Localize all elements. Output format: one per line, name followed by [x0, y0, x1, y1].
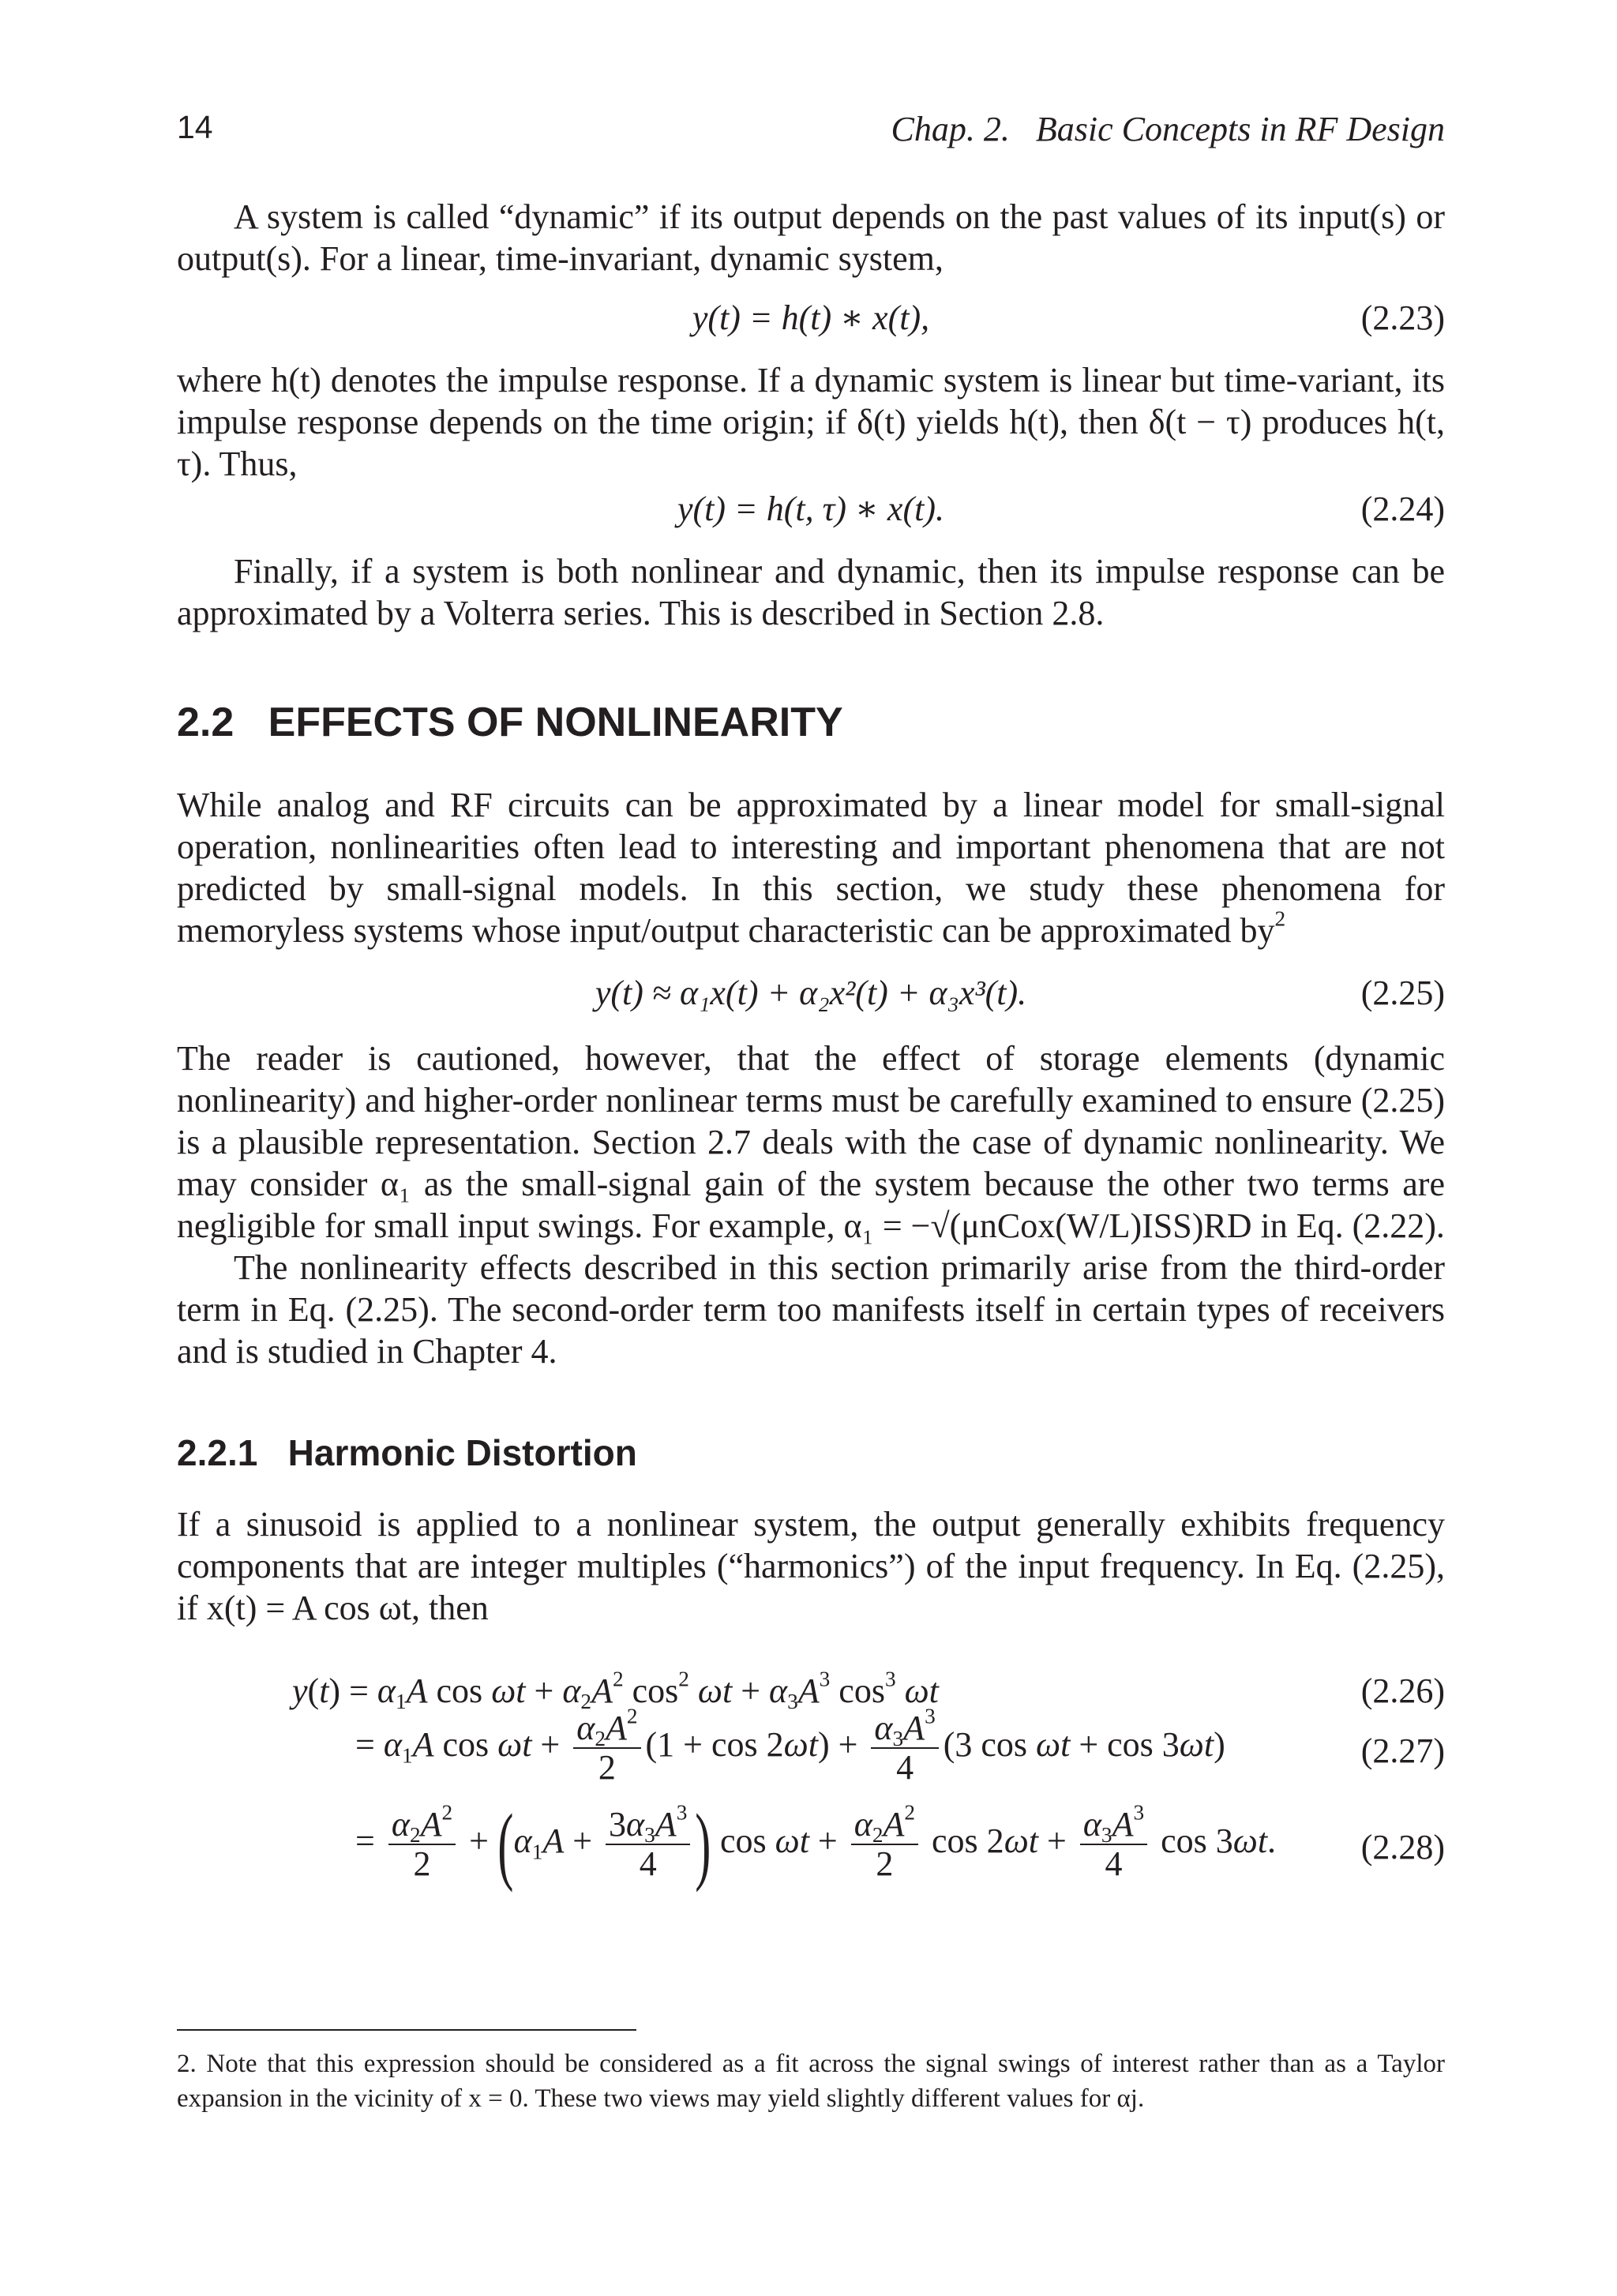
section-title: EFFECTS OF NONLINEARITY	[268, 700, 843, 745]
left-paren: (	[497, 1796, 514, 1893]
page-header	[177, 109, 1445, 156]
equation-expression: y(t) = h(t) ∗ x(t),	[692, 298, 930, 337]
paragraph-impulse-response: where h(t) denotes the impulse response. If a dynamic system is linear but time-variant, its impulse response depends on the time origin; if δ(t) yields h(t), then δ(t − τ) produces h(t, τ). Thus,	[177, 361, 1445, 483]
equation-expression: y(t) = h(t, τ) ∗ x(t).	[677, 490, 944, 528]
equation-expression: $y(t) = \alpha_1A$ $\cos \omega t + \alpha_2A^2$ $\cos^2 \omega t + \alpha_3A^3$ $\cos^3 \omega t$	[292, 1667, 939, 1714]
fraction: $\frac{\alpha_2A^2}{2}$	[573, 1709, 640, 1787]
equation-number: (2.28)	[1360, 1828, 1445, 1866]
equation-number: (2.26)	[1360, 1671, 1445, 1710]
page-body	[177, 196, 1445, 1918]
fraction: $\frac{\alpha_3A^3}{4}$	[1080, 1806, 1147, 1883]
paragraph-caution: The reader is cautioned, however, that the effect of storage elements (dynamic nonlinearity) and higher-order nonlinear terms must be carefully examined to ensure (2.25) is a plausible representation. Section 2.7 deals with the case of dynamic nonlinearity. We may consider α₁ as the small-signal gain of the system because the other two terms are negligible for small input swings. For example, α₁ = −√(μnCox(W/L)ISS)RD in Eq. (2.22).	[177, 1039, 1445, 1245]
page-number: 14	[177, 109, 213, 145]
equation-expression: = $\frac{\alpha_2A^2}{2}$ + ($\alpha_1A$ + $\frac{3\alpha_3A^3}{4}$ ) cos ωt + $\frac{\alpha_2A^2}{2}$ cos 2ωt + $\frac{\alpha_3A^3}{4}$ cos 3ωt.	[355, 1796, 1277, 1893]
fraction: $\frac{\alpha_2A^2}{2}$	[388, 1806, 456, 1883]
equation-2-24	[177, 488, 1445, 530]
paragraph-text: While analog and RF circuits can be approximated by a linear model for small-signal operation, nonlinearities often lead to interesting and important phenomena that are not predicted by small-signal models. In this section, we study these phenomena for memoryless systems whose input/output characteristic can be approximated by	[177, 786, 1445, 950]
subsection-heading	[177, 1431, 1445, 1475]
equation-number: (2.25)	[1360, 974, 1445, 1012]
subsection-title: Harmonic Distortion	[287, 1432, 637, 1473]
section-heading	[177, 699, 1445, 746]
footnote-mark: 2	[1274, 906, 1286, 931]
fraction: $\frac{3\alpha_3A^3}{4}$	[606, 1806, 690, 1883]
footnote-rule	[177, 2029, 636, 2031]
running-head: Chap. 2. Basic Concepts in RF Design	[891, 110, 1445, 148]
equation-number: (2.24)	[1360, 490, 1445, 528]
footnote: 2. Note that this expression should be considered as a fit across the signal swings of interest rather than as a Taylor expansion in the vicinity of x = 0. These two views may yield slightly different values for αj.	[177, 2050, 1445, 2113]
equation-number: (2.27)	[1360, 1731, 1445, 1770]
equation-2-23	[177, 297, 1445, 339]
paragraph-nonlinearity-intro	[177, 784, 1445, 951]
paragraph-volterra: Finally, if a system is both nonlinear and dynamic, then its impulse response can be approximated by a Volterra series. This is described in Section 2.8.	[177, 552, 1445, 632]
fraction: $\frac{\alpha_3A^3}{4}$	[871, 1709, 938, 1787]
paragraph-third-order: The nonlinearity effects described in this section primarily arise from the third-order term in Eq. (2.25). The second-order term too manifests itself in certain types of receivers and is studied in Chapter 4.	[177, 1248, 1445, 1371]
equation-number: (2.23)	[1360, 298, 1445, 337]
right-paren: )	[695, 1796, 711, 1893]
paragraph-harmonics: If a sinusoid is applied to a nonlinear system, the output generally exhibits frequency components that are integer multiples (“harmonics”) of the input frequency. In Eq. (2.25), if x(t) = A cos ωt, then	[177, 1505, 1445, 1627]
section-number: 2.2	[177, 700, 234, 745]
fraction: $\frac{\alpha_2A^2}{2}$	[851, 1806, 918, 1883]
equation-2-25	[177, 972, 1445, 1014]
subsection-number: 2.2.1	[177, 1432, 258, 1473]
equation-expression: y(t) ≈ α₁x(t) + α₂x²(t) + α₃x³(t).	[595, 974, 1027, 1012]
equation-expression: = $\alpha_1A$ cos ωt + $\frac{\alpha_2A^2}{2}$ (1 + cos 2ωt) + $\frac{\alpha_3A^3}{4}$ (3 cos ωt + cos 3ωt)	[355, 1704, 1225, 1787]
equation-array-2-26-2-28	[177, 1651, 1445, 1902]
paragraph-dynamic-system: A system is called “dynamic” if its output depends on the past values of its input(s) or output(s). For a linear, time-invariant, dynamic system,	[177, 197, 1445, 278]
